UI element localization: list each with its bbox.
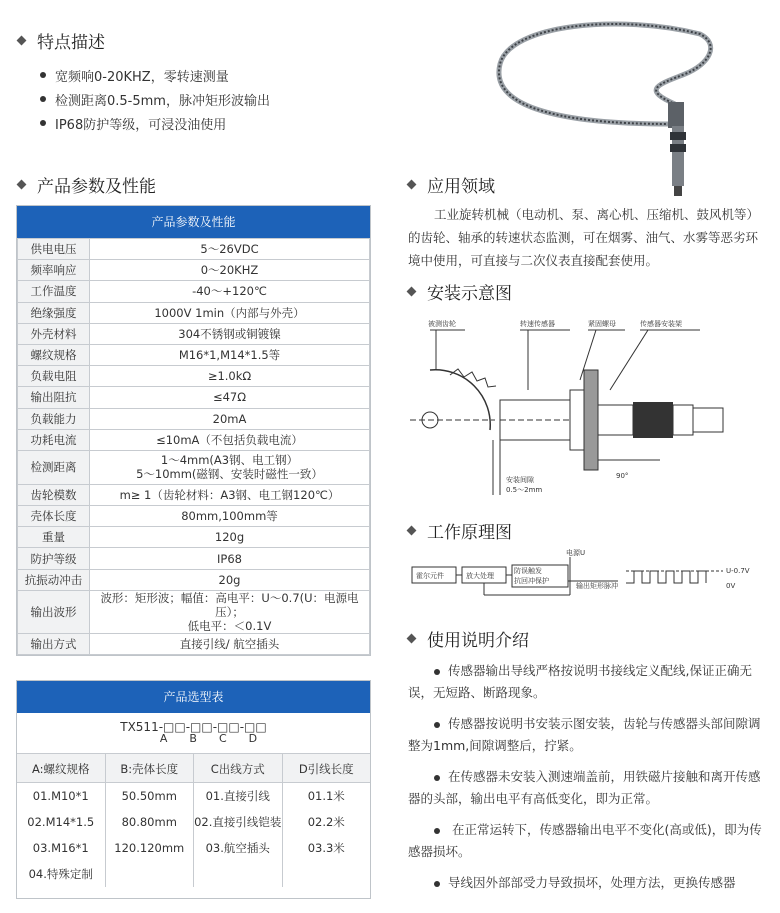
principle-label: 抗回冲保护 (514, 577, 549, 585)
param-value: -40～+120℃ (90, 281, 370, 302)
param-name: 负载电阻 (18, 366, 90, 387)
param-name: 外壳材料 (18, 323, 90, 344)
usage-item (408, 660, 764, 704)
selection-column (106, 753, 195, 887)
selection-option: 01.M10*1 (32, 789, 89, 803)
param-name: 抗振动冲击 (18, 569, 90, 590)
feature-list (40, 63, 270, 135)
param-value: 波形：矩形波；幅值：高电平：U～0.7(U：电源电压）； 低电平：＜0.1V (90, 590, 370, 633)
params-table-header: 产品参数及性能 (17, 206, 370, 238)
bullet-icon (434, 722, 440, 728)
install-label: 传感器安装架 (640, 320, 682, 328)
param-name: 输出方式 (18, 633, 90, 654)
params-row (18, 429, 370, 450)
usage-item (408, 766, 764, 810)
selection-columns (17, 753, 370, 887)
feature-item: 宽频响0-20KHZ，零转速测量 (40, 63, 270, 87)
usage-text: 导线因外部部受力导致损坏，处理方法，更换传感器 (448, 875, 736, 890)
params-row (18, 302, 370, 323)
usage-text: 传感器按说明书安装示图安装，齿轮与传感器头部间隙调整为1mm,间隙调整后，拧紧。 (408, 716, 761, 753)
params-row (18, 344, 370, 365)
params-row (18, 260, 370, 281)
install-label: 安装间隙 (506, 476, 534, 484)
selection-column (17, 753, 106, 887)
selection-option: 03.航空插头 (205, 841, 270, 855)
usage-text: 在传感器未安装入测速端盖前，用铁磁片接触和离开传感器的头部，输出电平有高低变化，即为正常。 (408, 769, 761, 806)
install-label: 0.5～2mm (506, 486, 543, 494)
selection-option: 02.M14*1.5 (27, 815, 95, 829)
principle-label: 霍尔元件 (416, 572, 444, 580)
selection-option: 50.50mm (121, 789, 177, 803)
principle-title: 工作原理图 (408, 518, 512, 543)
selection-column-header: B:壳体长度 (106, 753, 194, 783)
principle-label: 放大处理 (466, 572, 494, 580)
param-value: 0～20KHZ (90, 260, 370, 281)
param-value: ≤47Ω (90, 387, 370, 408)
application-text: 工业旋转机械（电动机、泵、离心机、压缩机、鼓风机等）的齿轮、轴承的转速状态监测，可在烟雾、油气、水雾等恶劣环境中使用，可直接与二次仪表直接配套使用。 (408, 207, 760, 268)
principle-label: 输出矩形脉冲 (576, 582, 618, 590)
selection-option: 02.直接引线铠装 (194, 815, 282, 829)
params-row (18, 527, 370, 548)
principle-label: 电源U (566, 549, 586, 557)
param-name: 防护等级 (18, 548, 90, 569)
application-title: 应用领域 (408, 172, 495, 197)
params-row (18, 484, 370, 505)
param-value: 304不锈钢或铜镀镍 (90, 323, 370, 344)
params-row (18, 548, 370, 569)
bullet-icon (434, 669, 440, 675)
param-value: 直接引线/ 航空插头 (90, 633, 370, 654)
selection-column-header: A:螺纹规格 (17, 753, 105, 783)
param-value: 1000V 1min（内部与外壳） (90, 302, 370, 323)
selection-option: 120.120mm (114, 841, 185, 855)
selection-column-header: C出线方式 (194, 753, 282, 783)
selection-table-header: 产品选型表 (17, 681, 370, 713)
principle-label: 防误触发 (514, 567, 542, 575)
usage-title: 使用说明介绍 (408, 626, 529, 651)
selection-option: 02.2米 (307, 815, 345, 829)
param-name: 壳体长度 (18, 506, 90, 527)
model-code (17, 713, 370, 753)
diamond-bullet-icon (407, 634, 417, 644)
param-value: 80mm,100mm等 (90, 506, 370, 527)
selection-column-header: D引线长度 (283, 753, 371, 783)
selection-option: 04.特殊定制 (28, 867, 93, 881)
model-code-letters: A B C D (159, 732, 258, 745)
params-row (18, 590, 370, 633)
param-value: M16*1,M14*1.5等 (90, 344, 370, 365)
param-name: 螺纹规格 (18, 344, 90, 365)
install-label: 90° (616, 472, 629, 480)
feature-item: 检测距离0.5-5mm，脉冲矩形波输出 (40, 87, 270, 111)
install-label: 被测齿轮 (428, 320, 456, 328)
param-value: IP68 (90, 548, 370, 569)
param-name: 供电电压 (18, 239, 90, 260)
param-name: 绝缘强度 (18, 302, 90, 323)
usage-list (408, 660, 764, 903)
params-row (18, 569, 370, 590)
model-code-text: TX511-□□-□□-□□-□□ (120, 720, 267, 734)
selection-table (16, 680, 371, 899)
param-name: 检测距离 (18, 450, 90, 484)
sensor-product-photo (470, 4, 730, 204)
install-diagram (410, 310, 770, 510)
bullet-icon (40, 72, 46, 78)
selection-option: 03.3米 (307, 841, 345, 855)
diamond-bullet-icon (17, 36, 27, 46)
usage-text: 在正常运转下，传感器输出电平不变化(高或低)，即为传感器损坏。 (408, 822, 762, 859)
install-label: 紧固螺母 (588, 320, 616, 328)
param-name: 齿轮模数 (18, 484, 90, 505)
param-name: 输出波形 (18, 590, 90, 633)
param-value: 1～4mm(A3钢、电工钢） 5～10mm(磁钢、安装时磁性一致） (90, 450, 370, 484)
param-name: 重量 (18, 527, 90, 548)
params-row (18, 239, 370, 260)
usage-text: 传感器输出导线严格按说明书接线定义配线,保证正确无误，无短路、断路现象。 (408, 663, 752, 700)
params-row (18, 633, 370, 654)
diamond-bullet-icon (407, 526, 417, 536)
principle-diagram (408, 545, 768, 610)
params-table (16, 205, 371, 656)
param-value: 20mA (90, 408, 370, 429)
principle-label: 0V (726, 582, 736, 590)
param-name: 输出阻抗 (18, 387, 90, 408)
selection-option: 80.80mm (121, 815, 177, 829)
params-row (18, 506, 370, 527)
params-row (18, 281, 370, 302)
bullet-icon (434, 881, 440, 887)
param-name: 工作温度 (18, 281, 90, 302)
params-row (18, 387, 370, 408)
params-row (18, 366, 370, 387)
bullet-icon (40, 120, 46, 126)
param-name: 功耗电流 (18, 429, 90, 450)
diamond-bullet-icon (17, 180, 27, 190)
param-name: 频率响应 (18, 260, 90, 281)
install-title: 安装示意图 (408, 279, 512, 304)
param-value: 20g (90, 569, 370, 590)
usage-item (408, 713, 764, 757)
usage-item (408, 872, 764, 894)
param-value: 5～26VDC (90, 239, 370, 260)
selection-column (194, 753, 283, 887)
params-row (18, 408, 370, 429)
param-name: 负载能力 (18, 408, 90, 429)
usage-item (408, 819, 764, 863)
diamond-bullet-icon (407, 287, 417, 297)
params-row (18, 323, 370, 344)
bullet-icon (434, 828, 440, 834)
bullet-icon (40, 96, 46, 102)
feature-item: IP68防护等级，可浸没油使用 (40, 111, 270, 135)
selection-option: 01.1米 (307, 789, 345, 803)
params-section-title: 产品参数及性能 (18, 172, 156, 197)
param-value: ≥1.0kΩ (90, 366, 370, 387)
param-value: m≥ 1（齿轮材料：A3钢、电工钢120℃） (90, 484, 370, 505)
param-value: 120g (90, 527, 370, 548)
install-label: 转速传感器 (520, 320, 555, 328)
principle-label: U-0.7V (726, 567, 750, 575)
selection-option: 03.M16*1 (32, 841, 89, 855)
selection-option: 01.直接引线 (205, 789, 270, 803)
selection-column (283, 753, 371, 887)
param-value: ≤10mA（不包括负载电流） (90, 429, 370, 450)
features-title: 特点描述 (18, 28, 105, 53)
params-row (18, 450, 370, 484)
bullet-icon (434, 775, 440, 781)
diamond-bullet-icon (407, 180, 417, 190)
